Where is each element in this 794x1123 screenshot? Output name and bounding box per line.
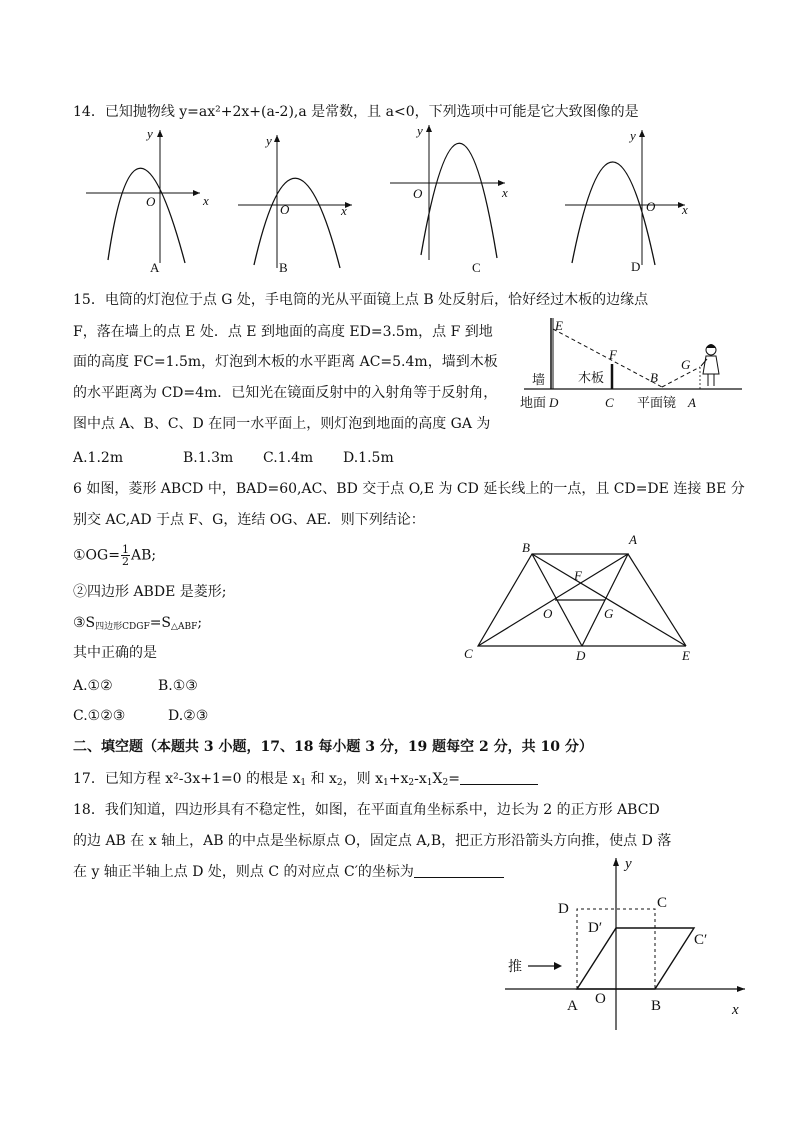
q15-line2: F，落在墙上的点 E 处．点 E 到地面的高度 ED=3.5m，点 F 到地: [73, 324, 493, 340]
fraction-half: $\frac{1}{2}$: [121, 543, 129, 568]
q16-choice-b: B.①③: [158, 678, 198, 694]
ground-label: 地面: [520, 395, 547, 410]
q16-line2: 别交 AC,AD 于点 F、G，连结 OG、AE．则下列结论：: [73, 512, 425, 528]
option-label: A: [150, 260, 160, 275]
q15-choice-d: D.1.5m: [343, 450, 394, 466]
q15-choice-a: A.1.2m: [73, 450, 124, 466]
q14-graph-b: [232, 130, 372, 280]
q16-statement-3: $③S_{四边形CDGF}=S_{\triangle ABF}$;: [73, 615, 203, 632]
q14-graph-d: [560, 125, 700, 280]
point-d-prime-label: D′: [588, 920, 603, 936]
origin-label: O: [646, 199, 656, 214]
point-a-label: A: [567, 998, 578, 1014]
y-axis-label: y: [147, 126, 153, 141]
point-b-label: B: [650, 370, 658, 385]
q15-line4: 的水平距离为 CD=4m．已知光在镜面反射中的入射角等于反射角，: [73, 385, 498, 401]
point-c-label: C: [464, 646, 473, 661]
y-axis-label: y: [625, 856, 632, 872]
q18-line1: 18．我们知道，四边形具有不稳定性，如图，在平面直角坐标系中，边长为 2 的正方形 ABCD: [73, 802, 660, 818]
point-g-label: G: [681, 357, 691, 372]
origin-label: O: [146, 194, 156, 209]
q17: 17．已知方程 x²-3x+1=0 的根是 $x_1$ 和 $x_2$，则 $x_1+x_2-x_1X_2=$: [73, 770, 538, 792]
point-a-label: A: [688, 395, 696, 410]
q15-choice-b: B.1.3m: [183, 450, 234, 466]
board-label: 木板: [578, 370, 605, 385]
point-c-label: C: [605, 395, 614, 410]
q16-line1: 6 如图，菱形 ABCD 中，BAD=60,AC、BD 交于点 O,E 为 CD 延长线上的一点，且 CD=DE 连接 BE 分: [73, 481, 745, 497]
q15-line5: 图中点 A、B、C、D 在同一水平面上，则灯泡到地面的高度 GA 为: [73, 416, 491, 432]
answer-blank[interactable]: [460, 770, 538, 785]
q14-graph-a: [80, 125, 220, 280]
q16-choice-c: C.①②③: [73, 708, 126, 724]
q15-choice-c: C.1.4m: [263, 450, 314, 466]
option-label: B: [279, 260, 288, 275]
x-axis-label: x: [341, 203, 347, 218]
option-label: C: [472, 260, 481, 275]
point-c-label: C: [657, 895, 668, 911]
origin-label: O: [280, 202, 290, 217]
y-axis-label: y: [266, 133, 272, 148]
q15-figure: [520, 312, 745, 412]
wall-label: 墙: [532, 372, 546, 387]
option-label: D: [631, 259, 641, 274]
point-g-label: G: [604, 606, 614, 621]
q16-statement-1: ①OG= $\frac{1}{2}$ AB;: [73, 543, 157, 568]
q16-choice-a: A.①②: [73, 678, 113, 694]
point-d-label: D: [558, 901, 569, 917]
q15-line1: 15．电筒的灯泡位于点 G 处，手电筒的光从平面镜上点 B 处反射后，恰好经过木板的边缘点: [73, 292, 649, 308]
origin-label: O: [413, 186, 423, 201]
q16-ask: 其中正确的是: [73, 645, 157, 661]
point-a-label: A: [629, 532, 637, 547]
point-b-label: B: [522, 540, 530, 555]
q16-choice-d: D.②③: [168, 708, 209, 724]
point-d-label: D: [549, 395, 559, 410]
point-o-label: O: [595, 991, 606, 1007]
q18-line2: 的边 AB 在 x 轴上，AB 的中点是坐标原点 O，固定点 A,B，把正方形沿箭头方向推，使点 D 落: [73, 833, 672, 849]
q15-line3: 面的高度 FC=1.5m，灯泡到木板的水平距离 AC=5.4m，墙到木板: [73, 354, 498, 370]
x-axis-label: x: [682, 202, 688, 217]
q16-figure: [460, 532, 705, 666]
x-axis-label: x: [732, 1002, 739, 1018]
section-2-heading: 二、填空题（本题共 3 小题，17、18 每小题 3 分，19 题每空 2 分，共 10 分）: [73, 739, 593, 755]
y-axis-label: y: [630, 128, 636, 143]
point-o-label: O: [543, 606, 553, 621]
q18-line3: 在 y 轴正半轴上点 D 处，则点 C 的对应点 C′的坐标为: [73, 863, 504, 881]
q18-figure: [500, 850, 760, 1020]
x-axis-label: x: [203, 193, 209, 208]
point-f-label: F: [574, 568, 582, 583]
point-c-prime-label: C′: [694, 932, 708, 948]
point-d-label: D: [576, 648, 586, 663]
y-axis-label: y: [417, 123, 423, 138]
answer-blank[interactable]: [414, 863, 504, 878]
point-b-label: B: [651, 998, 662, 1014]
point-e-label: E: [555, 318, 563, 333]
push-label: 推: [508, 960, 522, 975]
mirror-label: 平面镜: [637, 395, 677, 410]
x-axis-label: x: [502, 185, 508, 200]
q16-statement-2: ②四边形 ABDE 是菱形;: [73, 584, 227, 600]
point-f-label: F: [609, 347, 617, 362]
q14-stem: 14．已知抛物线 y=ax²+2x+(a-2),a 是常数，且 a<0，下列选项中可能是它大致图像的是: [73, 104, 639, 120]
q14-graph-c: [385, 120, 525, 280]
point-e-label: E: [682, 648, 690, 663]
